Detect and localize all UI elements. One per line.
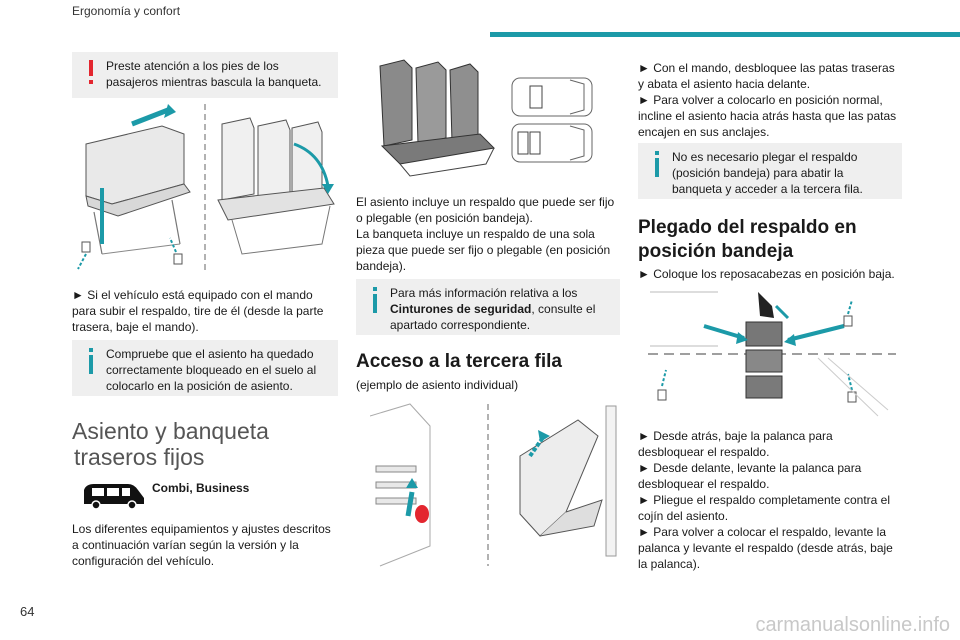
section-title-third-row: Acceso a la tercera fila <box>356 351 562 372</box>
col3-step6: ► Pliegue el respaldo completamente contra el cojín del asiento. <box>638 493 891 523</box>
warning-text: Preste atención a los pies de los pasajeros mientras bascula la banqueta. <box>106 59 322 89</box>
info-icon <box>84 346 98 376</box>
seat-illustration-4 <box>648 286 896 420</box>
col1-body: Los diferentes equipamientos y ajustes descritos a continuación varían según la versión y la configuración del vehículo. <box>72 522 331 568</box>
section-subtitle: (ejemplo de asiento individual) <box>356 378 519 392</box>
info-note-bench <box>638 143 902 199</box>
col1-step: ► Si el vehículo está equipado con el mando para subir el respaldo, tire de él (desde la parte trasera, baje el mando). <box>72 288 324 334</box>
page-number: 64 <box>20 604 35 619</box>
col3-step1: ► Con el mando, desbloquee las patas traseras y abata el asiento hacia delante. <box>638 61 895 91</box>
info-icon <box>650 149 664 179</box>
van-icon <box>80 480 146 510</box>
section-title-line1: Asiento y banqueta <box>72 418 269 444</box>
col3-step2: ► Para volver a colocarlo en posición normal, incline el asiento hacia atrás hasta que las patas encajen en sus anclajes. <box>638 93 897 139</box>
section-title-tray <box>638 216 902 264</box>
warning-icon <box>84 58 98 88</box>
info-text-pre: Para más información relativa a los <box>390 286 578 300</box>
section-title-line2: posición bandeja <box>638 241 794 262</box>
seat-illustration-2 <box>370 52 620 182</box>
seat-illustration-1 <box>72 104 338 274</box>
info-text: Compruebe que el asiento ha quedado correctamente bloqueado en el suelo al colocarlo en la posición de asiento. <box>106 347 317 393</box>
info-text-post: , consulte el apartado correspondiente. <box>390 302 596 332</box>
col3-step7: ► Para volver a colocar el respaldo, levante la palanca y levante el respaldo (desde atrás, baje la palanca). <box>638 525 893 571</box>
warning-note <box>72 52 338 98</box>
watermark: carmanualsonline.info <box>755 614 950 636</box>
col3-step5: ► Desde delante, levante la palanca para desbloquear el respaldo. <box>638 461 862 491</box>
col3-step4: ► Desde atrás, baje la palanca para desbloquear el respaldo. <box>638 429 833 459</box>
info-note <box>72 340 338 396</box>
header-accent-bar <box>490 32 960 37</box>
seat-illustration-3 <box>370 396 620 568</box>
col2-para2: La banqueta incluye un respaldo de una sola pieza que puede ser fijo o plegable (en posición bandeja). <box>356 227 611 273</box>
section-header: Ergonomía y confort <box>72 4 181 18</box>
section-title-line1: Plegado del respaldo en <box>638 217 857 238</box>
info-icon <box>368 285 382 315</box>
info-text: No es necesario plegar el respaldo (posición bandeja) para abatir la banqueta y acceder a la tercera fila. <box>672 150 863 196</box>
section-title-line2: traseros fijos <box>74 444 205 470</box>
col2-para1: El asiento incluye un respaldo que puede ser fijo o plegable (en posición bandeja). <box>356 195 615 225</box>
versions-label: Combi, Business <box>152 481 250 495</box>
info-note-belts <box>356 279 620 335</box>
info-text-bold: Cinturones de seguridad <box>390 302 532 316</box>
section-title-rear-seats <box>72 418 338 470</box>
col3-step3: ► Coloque los reposacabezas en posición baja. <box>638 267 895 281</box>
